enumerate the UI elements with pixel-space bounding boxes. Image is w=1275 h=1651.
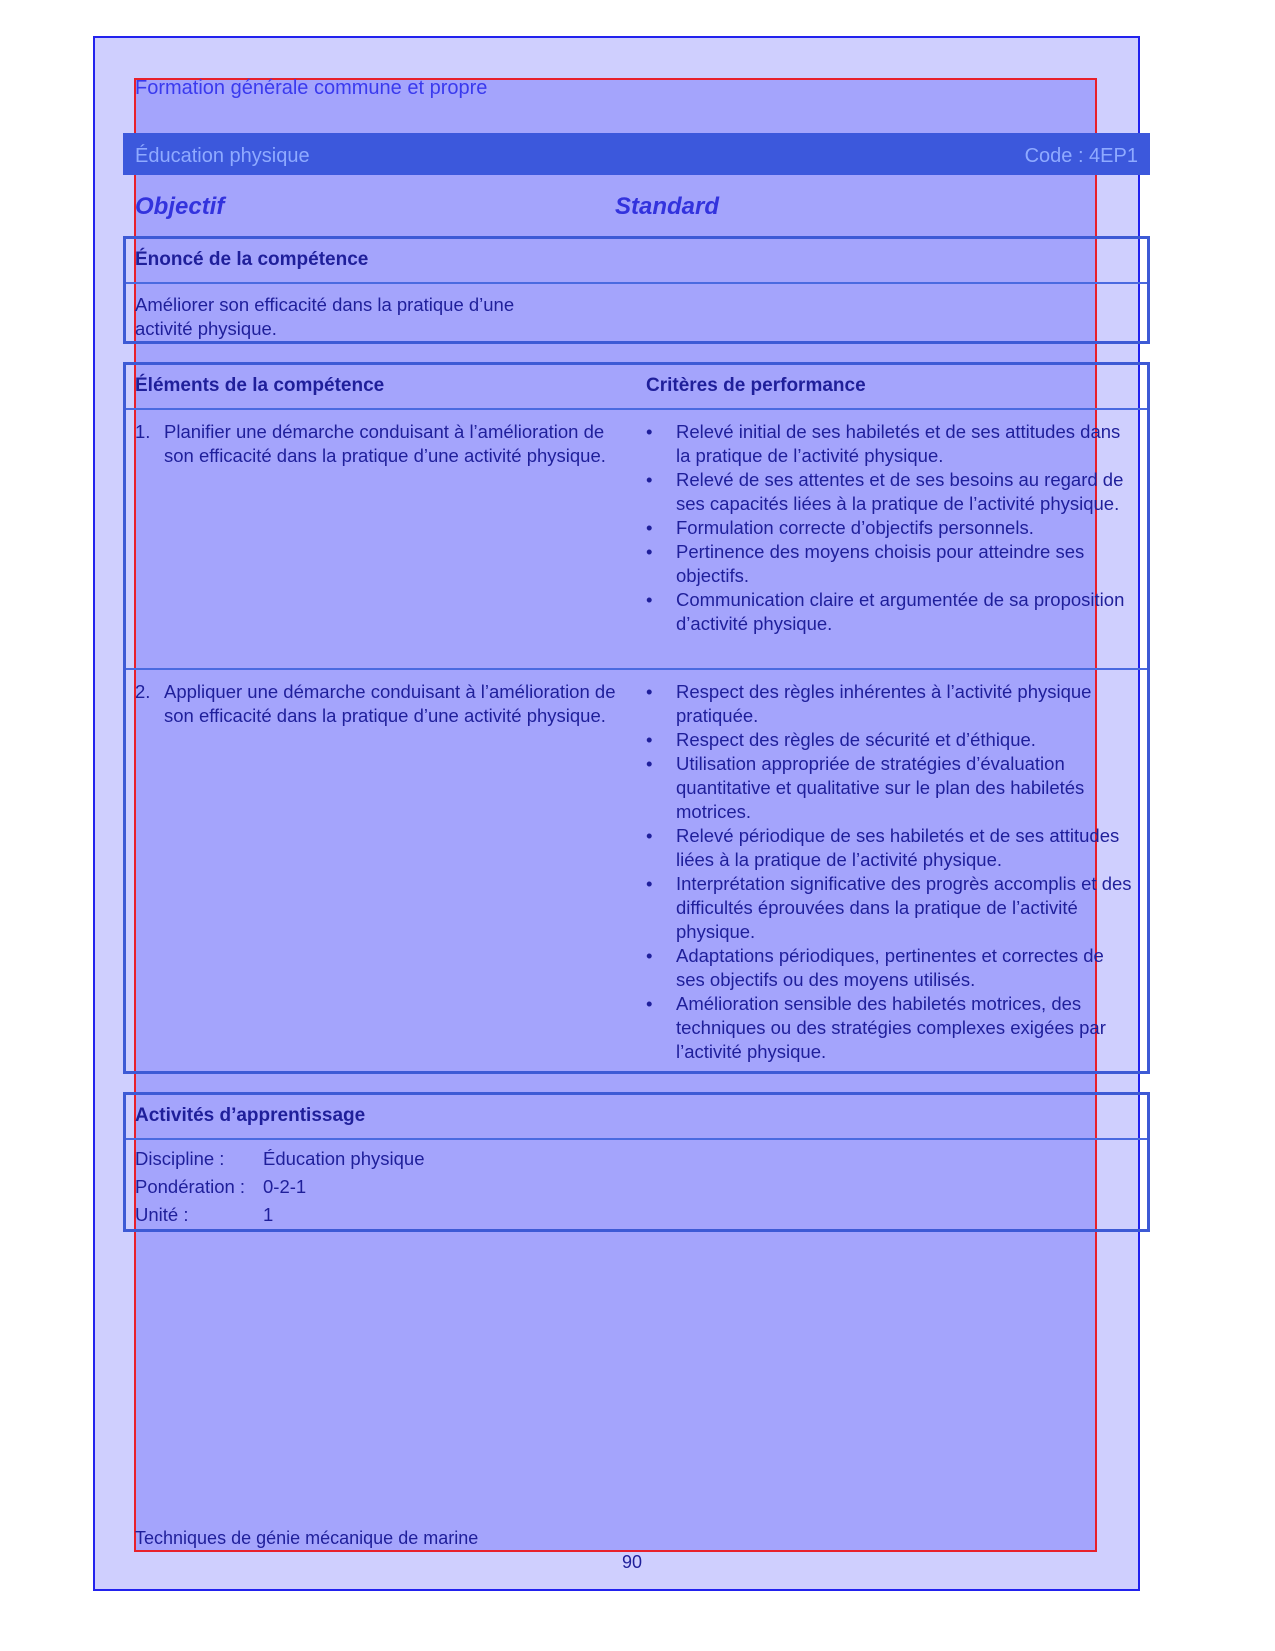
elements-header [126,365,1147,410]
criterion-item: • Relevé périodique de ses habiletés et de ses attitudes liées à la pratique de l’activité physique. [646,824,1136,872]
element-text: Planifier une démarche conduisant à l’amélioration de son efficacité dans la pratique d’une activité physique. [164,421,606,466]
criterion-item: • Relevé de ses attentes et de ses besoins au regard de ses capacités liées à la pratique de l’activité physique. [646,468,1136,516]
element-row [126,668,1147,1070]
element-number: 2. [135,681,151,702]
discipline-value: Éducation physique [263,1148,425,1169]
elements-heading: Éléments de la compétence [135,375,385,396]
activities-box [123,1092,1150,1232]
statement-text: Améliorer son efficacité dans la pratique d’une activité physique. [135,294,515,339]
criterion-item: • Adaptations périodiques, pertinentes et correctes de ses objectifs ou des moyens utilisés. [646,944,1136,992]
element-number: 1. [135,421,151,442]
criteria-heading: Critères de performance [646,375,866,396]
weighting-line [135,1175,306,1199]
discipline-line [135,1147,424,1171]
weighting-label: Pondération : [135,1176,246,1197]
statement-header [126,239,1147,284]
objective-heading: Objectif [135,193,225,220]
course-code: Code : 4EP1 [1024,145,1138,167]
criterion-item: • Communication claire et argumentée de sa proposition d’activité physique. [646,588,1136,636]
running-head: Formation générale commune et propre [135,77,488,99]
elements-box [123,362,1150,1074]
criterion-item: • Formulation correcte d’objectifs personnels. [646,516,1136,540]
criterion-item: • Relevé initial de ses habiletés et de ses attitudes dans la pratique de l’activité physique. [646,420,1136,468]
element-row [126,410,1147,668]
unit-line [135,1203,273,1227]
criterion-item: • Utilisation appropriée de stratégies d’évaluation quantitative et qualitative sur le plan des habiletés motrices. [646,752,1136,824]
criterion-item: • Amélioration sensible des habiletés motrices, des techniques ou des stratégies complexes exigées par l’activité physique. [646,992,1136,1064]
course-title-bar [123,133,1150,175]
criterion-item: • Respect des règles de sécurité et d’éthique. [646,728,1136,752]
criterion-item: • Pertinence des moyens choisis pour atteindre ses objectifs. [646,540,1136,588]
statement-heading: Énoncé de la compétence [135,249,369,270]
weighting-value: 0-2-1 [263,1176,307,1197]
unit-value: 1 [263,1204,274,1225]
course-name: Éducation physique [135,145,310,167]
activities-heading: Activités d’apprentissage [135,1105,366,1126]
criterion-item: • Interprétation significative des progrès accomplis et des difficultés éprouvées dans la pratique de l’activité physique. [646,872,1136,944]
page-number: 90 [622,1552,643,1572]
criteria-list [646,420,1136,636]
criterion-item: • Respect des règles inhérentes à l’activité physique pratiquée. [646,680,1136,728]
discipline-label: Discipline : [135,1148,225,1169]
standard-heading: Standard [615,193,720,220]
statement-box [123,236,1150,344]
element-text: Appliquer une démarche conduisant à l’amélioration de son efficacité dans la pratique d’une activité physique. [164,681,616,726]
criteria-list [646,680,1136,1064]
footer-program: Techniques de génie mécanique de marine [135,1528,479,1548]
unit-label: Unité : [135,1204,189,1225]
activities-header [126,1095,1147,1140]
